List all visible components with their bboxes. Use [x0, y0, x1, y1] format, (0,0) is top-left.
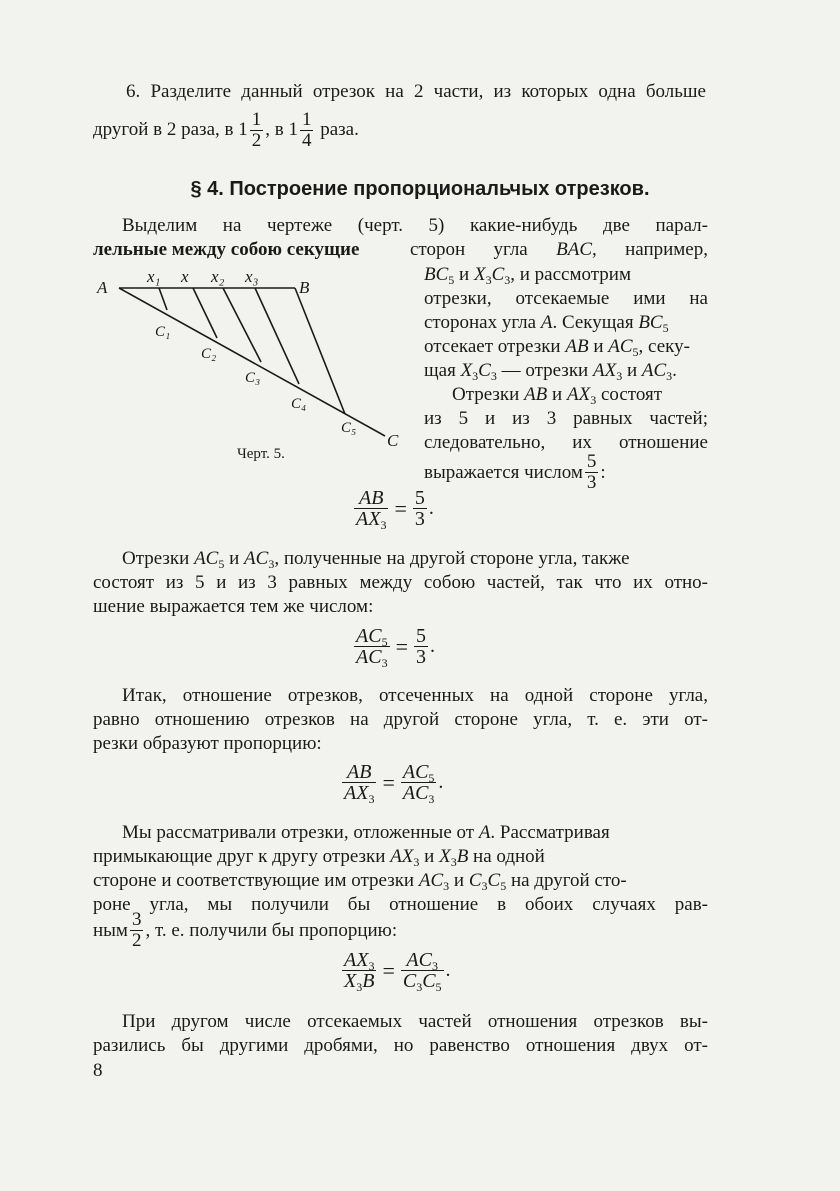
para5-line1: При другом числе отсекаемых частей отношения отрезков вы-: [122, 1011, 708, 1032]
figure-chert-5: [95, 262, 415, 452]
para1-right-6: Отрезки AB и $AX_3$ состоят: [452, 384, 663, 407]
para3-line3: резки образуют пропорцию:: [93, 733, 322, 754]
figure-secant-3: [223, 288, 261, 362]
page-number: 8: [93, 1060, 103, 1081]
para4-line2: примыкающие друг к другу отрезки $AX_3$ и $X_3B$ на одной: [93, 846, 545, 869]
para4-line3: стороне и соответствующие им отрезки $AC_3$ и $C_3C_5$ на другой сто-: [93, 870, 627, 893]
para4-line5: ным $\frac{3}{2}$ , т. е. получили бы пропорцию:: [93, 909, 398, 951]
para2-line1: Отрезки $AC_5$ и $AC_3$, полученные на другой стороне угла, также: [122, 548, 630, 571]
para1-right-7: из 5 и из 3 равных частей;: [424, 408, 708, 429]
fraction-one-quarter: $\frac{1}{4}$: [301, 109, 312, 151]
para1-line1: Выделим на чертеже (черт. 5) какие-нибудь две парал-: [122, 215, 708, 236]
figure-c-label-3: C₃: [245, 370, 261, 386]
para1-line2-left: лельные между собою секущие: [93, 239, 360, 260]
para1-right-8: следовательно, их отношение: [424, 432, 708, 453]
figure-secant-4: [255, 288, 299, 384]
equation-3: $\frac{AB}{AX_3}$ = $\frac{AC_5}{AC_3}$ .: [344, 761, 444, 806]
figure-top-label-4: x₃: [245, 267, 259, 286]
problem6-line1: 6. Разделите данный отрезок на 2 части, из которых одна больше: [126, 81, 706, 102]
para1-line2-right: сторон угла BAC, например,: [410, 239, 708, 260]
problem6-text-c: раза.: [315, 118, 359, 140]
para3-line2: равно отношению отрезков на другой стороне угла, т. е. эти от-: [93, 709, 708, 730]
section-title: § 4. Построение пропорциональчых отрезков.: [190, 178, 650, 200]
problem6-line2: [93, 110, 359, 151]
figure-c-label-5: C₅: [341, 420, 357, 436]
fraction-one-half: $\frac{1}{2}$: [251, 109, 262, 151]
figure-top-label-2: x: [181, 267, 189, 286]
para1-right-3: сторонах угла A. Секущая $BC_5$: [424, 312, 669, 335]
para1-right-2: отрезки, отсекаемые ими на: [424, 288, 708, 309]
fraction-five-thirds: $\frac{5}{3}$: [586, 451, 597, 493]
problem6-text-b: , в 1: [265, 118, 298, 140]
equation-1: $\frac{AB}{AX_3}$ = $\frac{5}{3}$ .: [356, 487, 434, 532]
figure-top-label-1: x₁: [147, 267, 161, 286]
figure-label-c: C: [387, 431, 399, 450]
figure-top-label-3: x₂: [211, 267, 225, 286]
fraction-three-halves: $\frac{3}{2}$: [131, 909, 142, 951]
para1-right-9: выражается числом $\frac{5}{3}$ :: [424, 451, 606, 493]
para5-line2: разились бы другими дробями, но равенство отношения двух от-: [93, 1035, 708, 1056]
figure-c-label-1: C₁: [155, 324, 171, 340]
para1-right-1: $BC_5$ и $X_3C_3$, и рассмотрим: [424, 264, 631, 287]
figure-label-b: B: [299, 278, 310, 297]
equation-4: $\frac{AX_3}{X_3B}$ = $\frac{AC_3}{C_3C_5}$ .: [344, 949, 451, 994]
figure-caption: Черт. 5.: [237, 446, 285, 462]
para3-line1: Итак, отношение отрезков, отсеченных на одной стороне угла,: [122, 685, 708, 706]
para4-line4: роне угла, мы получили бы отношение в обоих случаях рав-: [93, 894, 708, 915]
para4-line1: Мы рассматривали отрезки, отложенные от A. Рассматривая: [122, 822, 610, 843]
figure-c-label-2: C₂: [201, 346, 217, 362]
figure-label-a: A: [97, 278, 108, 297]
para1-right-5: щая $X_3C_3$ — отрезки $AX_3$ и $AC_3$.: [424, 360, 677, 383]
para2-line3: шение выражается тем же числом:: [93, 596, 374, 617]
para2-line2: состоят из 5 и из 3 равных между собою частей, так что их отно-: [93, 572, 708, 593]
figure-c-label-4: C₄: [291, 396, 307, 412]
equation-2: $\frac{AC_5}{AC_3}$ = $\frac{5}{3}$ .: [356, 625, 435, 670]
para1-right-4: отсекает отрезки AB и $AC_5$, секу-: [424, 336, 690, 359]
figure-secant-1: [159, 288, 167, 310]
problem6-text-a: другой в 2 раза, в 1: [93, 118, 248, 140]
